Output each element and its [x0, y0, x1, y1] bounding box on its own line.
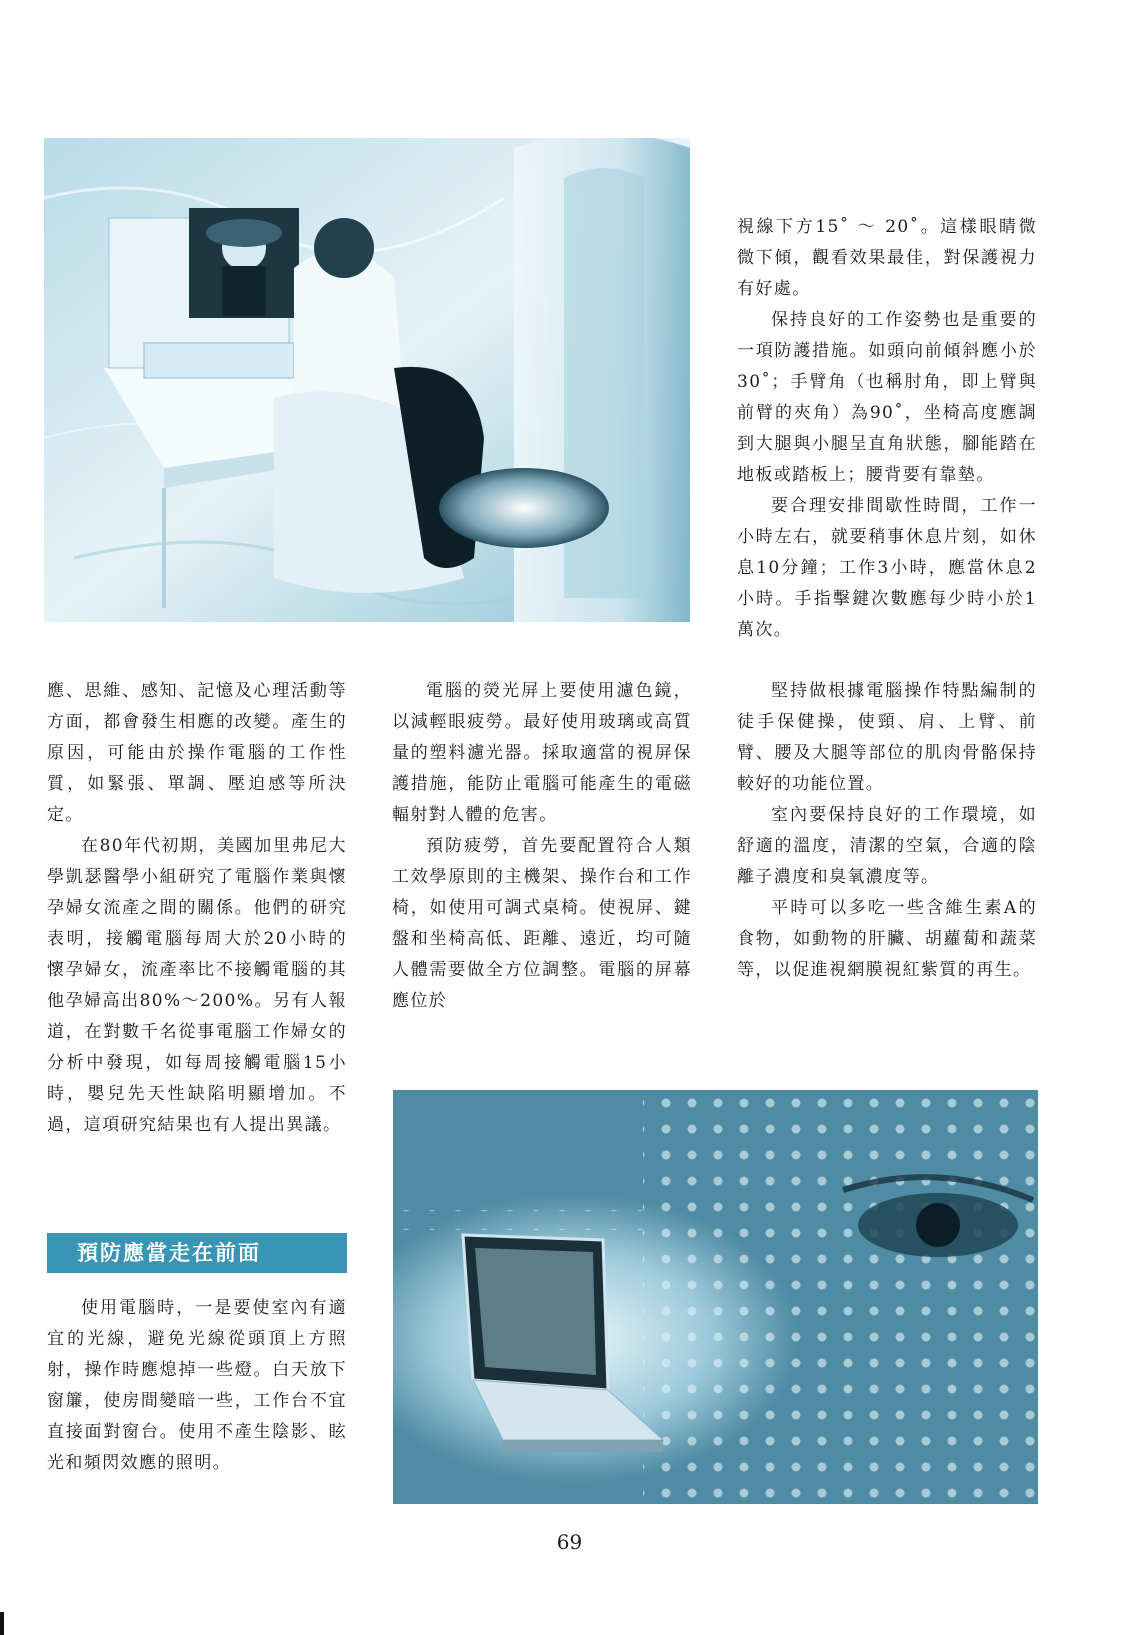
- paragraph: 要合理安排間歇性時間，工作一小時左右，就要稍事休息片刻，如休息10分鐘；工作3小時，應當休息2小時。手指擊鍵次數應每少時小於1萬次。: [737, 496, 1037, 640]
- paragraph: 室內要保持良好的工作環境，如舒適的溫度，清潔的空氣，合適的陰離子濃度和臭氧濃度等。: [737, 805, 1037, 887]
- paragraph: 預防疲勞，首先要配置符合人類工效學原則的主機架、操作台和工作椅，如使用可調式桌椅。使視屏、鍵盤和坐椅高低、距離、遠近，均可隨人體需要做全方位調整。電腦的屏幕應位於: [392, 836, 692, 1011]
- middle-column: [392, 676, 692, 1017]
- scan-edge-mark: [0, 1612, 4, 1635]
- right-column-bottom: [737, 676, 1037, 986]
- paragraph: 電腦的熒光屏上要使用濾色鏡，以減輕眼疲勞。最好使用玻璃或高質量的塑料濾光器。採取適當的視屏保護措施，能防止電腦可能產生的電磁輻射對人體的危害。: [392, 681, 692, 825]
- left-column: [47, 676, 347, 1141]
- page-number: 69: [556, 1530, 583, 1554]
- paragraph: 堅持做根據電腦操作特點編制的徒手保健操，使頸、肩、上臂、前臂、腰及大腿等部位的肌肉骨骼保持較好的功能位置。: [737, 681, 1037, 794]
- laptop-circuit-illustration: [393, 1090, 1038, 1504]
- paragraph: 在80年代初期，美國加里弗尼大學凱瑟醫學小組研究了電腦作業與懷孕婦女流產之間的關係。他們的研究表明，接觸電腦每周大於20小時的懷孕婦女，流產率比不接觸電腦的其他孕婦高出80%～200%。另有人報道，在對數千名從事電腦工作婦女的分析中發現，如每周接觸電腦15小時，嬰兒先天性缺陷明顯增加。不過，這項研究結果也有人提出異議。: [47, 836, 347, 1135]
- bottom-photo: [393, 1090, 1038, 1504]
- right-column-top: [737, 212, 1037, 646]
- paragraph: 平時可以多吃一些含維生素A的食物，如動物的肝臟、胡蘿蔔和蔬菜等，以促進視網膜視紅紫質的再生。: [737, 898, 1037, 980]
- paragraph: 視線下方15˚ ～ 20˚。這樣眼睛微微下傾，觀看效果最佳，對保護視力有好處。: [737, 217, 1037, 299]
- left-column-bottom: [47, 1293, 347, 1479]
- paragraph: 應、思維、感知、記憶及心理活動等方面，都會發生相應的改變。產生的原因，可能由於操作電腦的工作性質，如緊張、單調、壓迫感等所決定。: [47, 681, 347, 825]
- computer-user-illustration: [44, 138, 690, 622]
- paragraph: 使用電腦時，一是要使室內有適宜的光線，避免光線從頭頂上方照射，操作時應熄掉一些燈。白天放下窗簾，使房間變暗一些，工作台不宜直接面對窗台。使用不產生陰影、眩光和頻閃效應的照明。: [47, 1298, 347, 1473]
- top-photo: [44, 138, 690, 622]
- section-heading: 預防應當走在前面: [47, 1233, 347, 1273]
- paragraph: 保持良好的工作姿勢也是重要的一項防護措施。如頭向前傾斜應小於30˚；手臂角（也稱肘角，即上臂與前臂的夾角）為90˚，坐椅高度應調到大腿與小腿呈直角狀態，腳能踏在地板或踏板上；腰背要有靠墊。: [737, 310, 1037, 485]
